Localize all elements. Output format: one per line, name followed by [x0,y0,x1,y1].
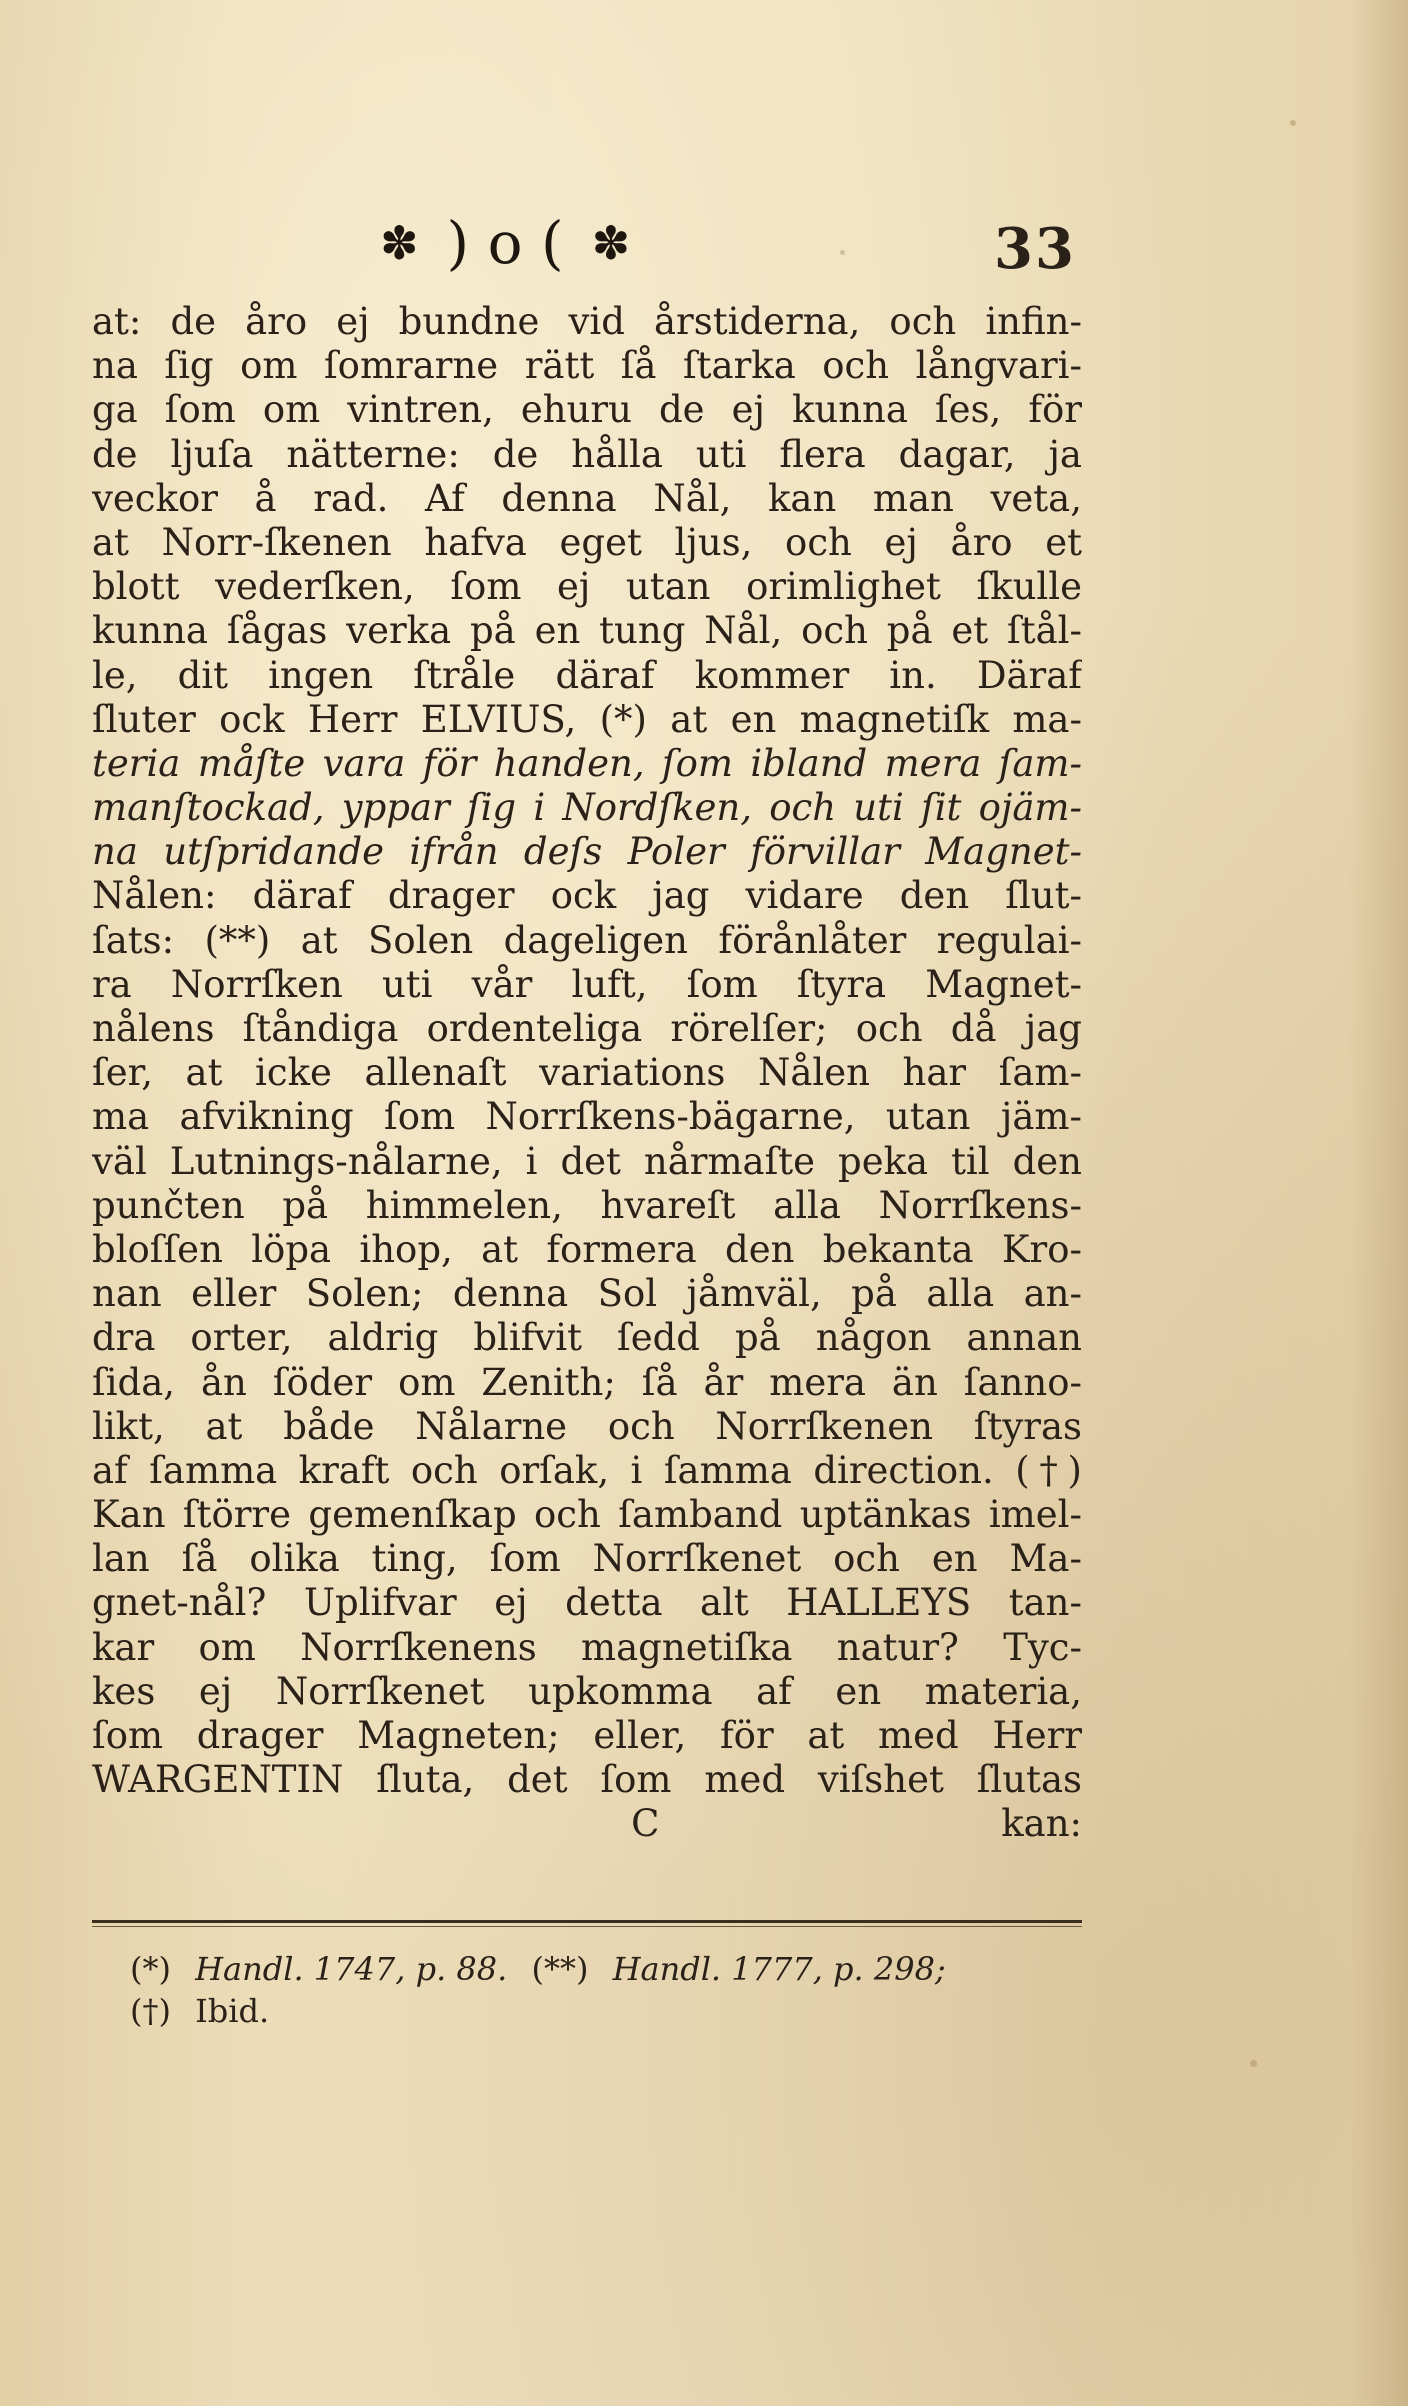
text-line: kar om Norrſkenens magnetiſka natur? Tyc- [92,1625,1082,1669]
text-line: väl Lutnings-nålarne, i det nårmaſte peka til den [92,1139,1082,1183]
text-line: at Norr-ſkenen hafva eget ljus, och ej åro et [92,520,1082,564]
flower-ornament-icon: ✽ [591,216,631,270]
text-line: manſtockad, yppar ſig i Nordſken, och uti ſit ojäm- [92,786,1082,830]
text-line: ma afvikning ſom Norrſkens-bägarne, utan jäm- [92,1095,1082,1139]
text-line: ra Norrſken uti vår luft, ſom ſtyra Magnet- [92,962,1082,1006]
paper-foxing-spot [1290,120,1296,126]
paper-foxing-spot [1250,2060,1257,2067]
text-line: kes ej Norrſkenet upkomma af en materia, [92,1669,1082,1713]
text-line: ſom drager Magneten; eller, för at med Herr [92,1714,1082,1757]
ornament-center: ) o ( [446,209,564,277]
text-line: lan ſå olika ting, ſom Norrſkenet och en Ma- [92,1537,1082,1581]
running-header [0,208,1408,282]
flower-ornament-icon: ✽ [380,216,419,270]
text-line: af ſamma kraft och orſak, i ſamma direction. (†) [92,1448,1082,1492]
footnote-reference: Handl. 1747, p. 88. [195,1950,508,1988]
footnote-reference: Handl. 1777, p. 298; [612,1950,946,1988]
text-line: bloſſen löpa ihop, at formera den bekanta Kro- [92,1227,1082,1271]
footnote-row [130,1990,1090,2032]
text-line: ſida, ån ſöder om Zenith; ſå år mera än ſanno- [92,1360,1082,1404]
signature-line [92,1802,1082,1846]
text-line: ſluter ock Herr ELVIUS, (*) at en magnetiſk ma- [92,697,1082,741]
text-line: le, dit ingen ſtråle däraf kommer in. Däraf [92,653,1082,697]
text-line: dra orter, aldrig blifvit ſedd på någon annan [92,1316,1082,1360]
text-line: na utſpridande ifrån deſs Poler förvillar Magnet- [92,830,1082,874]
text-line: gnet-nål? Uplifvar ej detta alt HALLEYS tan- [92,1581,1082,1625]
text-line: ga ſom om vintren, ehuru de ej kunna ſes, för [92,388,1082,432]
text-line: Kan ſtörre gemenſkap och ſamband uptänkas imel- [92,1493,1082,1537]
text-line: kunna ſågas verka på en tung Nål, och på et ſtål- [92,609,1082,653]
footnote-mark: (*) [130,1950,171,1988]
text-line: WARGENTIN ſluta, det ſom med viſshet ſlutas [92,1758,1082,1802]
footnote-row [130,1948,1090,1990]
text-line: ſer, at icke allenaſt variations Nålen har ſam- [92,1051,1082,1095]
text-line: likt, at både Nålarne och Norrſkenen ſtyras [92,1404,1082,1448]
footnote-rule-thin [92,1926,1082,1927]
footnote-mark: (†) [130,1992,171,2030]
body-text [92,300,1082,1847]
text-line: nan eller Solen; denna Sol jåmväl, på alla an- [92,1272,1082,1316]
footnote-mark: (**) [531,1950,589,1988]
page-edge-shadow [1348,0,1408,2406]
footnote-rule [92,1920,1082,1923]
text-line: punčten på himmelen, hvareſt alla Norrſkens- [92,1183,1082,1227]
text-line: teria måſte vara för handen, ſom ibland mera ſam- [92,741,1082,785]
text-line: ſats: (**) at Solen dageligen förånlåter regulai- [92,918,1082,962]
signature-mark: C [631,1802,660,1846]
text-line: Nålen: däraf drager ock jag vidare den ſlut- [92,874,1082,918]
text-line: blott vederſken, ſom ej utan orimlighet ſkulle [92,565,1082,609]
text-line: de ljuſa nätterne: de hålla uti flera dagar, ja [92,432,1082,476]
text-line: veckor å rad. Af denna Nål, kan man veta, [92,476,1082,520]
footnotes [130,1948,1090,2032]
page-number: 33 [994,216,1076,282]
text-line: nålens ſtåndiga ordenteliga rörelſer; och då jag [92,1007,1082,1050]
header-ornament [380,208,630,278]
catchword: kan: [1001,1802,1082,1846]
footnote-reference: Ibid. [195,1992,270,2030]
text-line: at: de åro ej bundne vid årstiderna, och infin- [92,300,1082,343]
text-line: na ſig om ſomrarne rätt ſå ſtarka och långvari- [92,344,1082,388]
